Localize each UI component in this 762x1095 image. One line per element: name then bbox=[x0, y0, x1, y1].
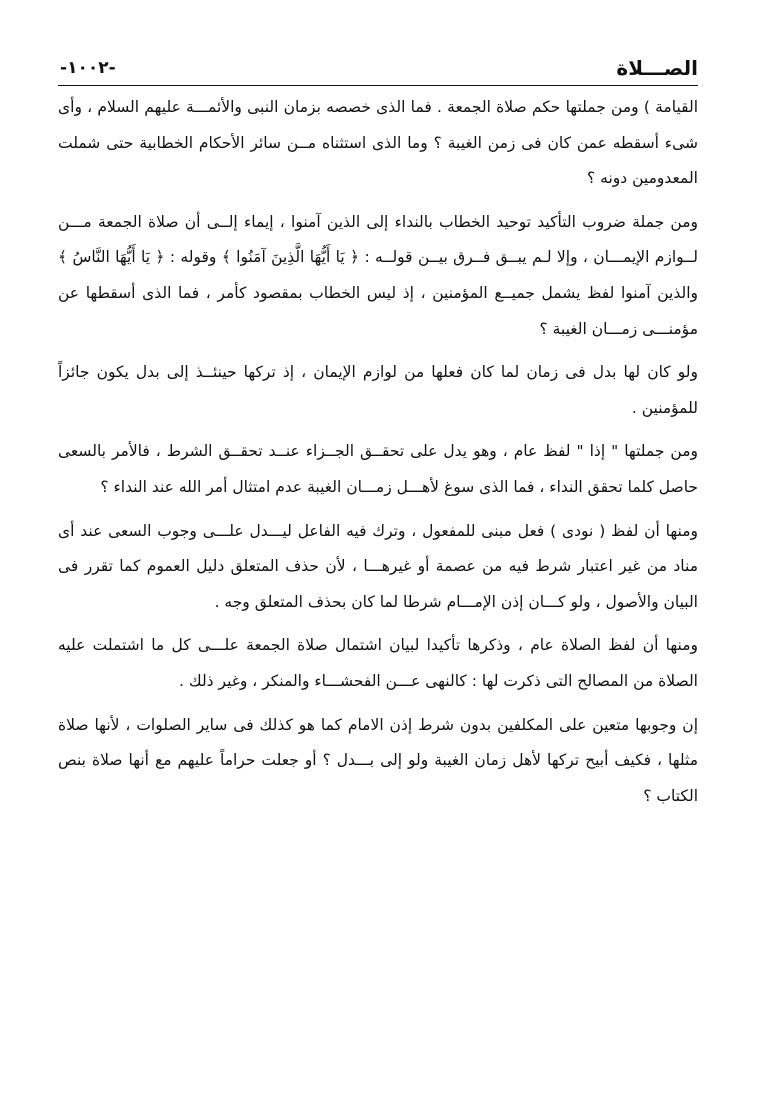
paragraph: ومنها أن لفظ الصلاة عام ، وذكرها تأكيدا لبيان اشتمال صلاة الجمعة علـــى كل ما اشتملت عليه الصلاة من المصالح التى ذكرت لها : كالنهى عـــن الفحشـــاء والمنكر ، وغير ذلك . bbox=[58, 636, 698, 690]
page-header bbox=[58, 52, 698, 86]
document-page bbox=[58, 52, 698, 822]
header-rule bbox=[58, 85, 698, 86]
page-number: -١٠٠٢- bbox=[60, 58, 116, 78]
paragraph: القيامة ) ومن جملتها حكم صلاة الجمعة . فما الذى خصصه بزمان النبى والأئمـــة عليهم السلام ، وأى شىء أسقطه عمن كان فى زمن الغيبة ؟ وما الذى استثناه مــن سائر الأحكام الخطابية حتى شملت المعدومين دونه ؟ bbox=[58, 98, 698, 188]
paragraph: إن وجوبها متعين على المكلفين بدون شرط إذن الامام كما هو كذلك فى ساير الصلوات ، لأنها صلاة مثلها ، فكيف أبيح تركها لأهل زمان الغيبة ولو إلى بـــدل ؟ أو جعلت حراماً عليهم مع أنها صلاة بنص الكتاب ؟ bbox=[58, 715, 698, 805]
paragraph: ومن جملة ضروب التأكيد توحيد الخطاب بالنداء إلى الذين آمنوا ، إيماء إلــى أن صلاة الجمعة مـــن لــوازم الإيمـــان ، وإلا لـم يبــق فــرق بيــن قولــه : ﴿ يَا أَيُّهَا الَّذِينَ آمَنُوا ﴾ وقوله : ﴿ يَا أَيُّهَا النَّاسُ ﴾ والذين آمنوا لفظ يشمل جميــع المؤمنين ، إذ ليس الخطاب بمقصود كأمر ، فما الذى أسقطها عن مؤمنـــى زمـــان الغيبة ؟ bbox=[58, 212, 698, 338]
body-text bbox=[58, 90, 698, 814]
paragraph: ومنها أن لفظ ( نودى ) فعل مبنى للمفعول ، وترك فيه الفاعل ليـــدل علـــى وجوب السعى عند أى مناد من غير اعتبار شرط فيه من عصمة أو غيرهـــا ، لأن حذف المتعلق دليل العموم كما تقرر فى البيان والأصول ، ولو كـــان إذن الإمـــام شرطا لما كان بحذف المتعلق وجه . bbox=[58, 521, 698, 611]
paragraph: ومن جملتها " إذا " لفظ عام ، وهو يدل على تحقــق الجــزاء عنــد تحقــق الشرط ، فالأمر بالسعى حاصل كلما تحقق النداء ، فما الذى سوغ لأهـــل زمـــان الغيبة عدم امتثال أمر الله عند النداء ؟ bbox=[58, 442, 698, 496]
chapter-title: الصـــلاة bbox=[616, 56, 698, 80]
paragraph: ولو كان لها بدل فى زمان لما كان فعلها من لوازم الإيمان ، إذ تركها حينئــذ إلى بدل يكون جائزاً للمؤمنين . bbox=[58, 363, 698, 417]
